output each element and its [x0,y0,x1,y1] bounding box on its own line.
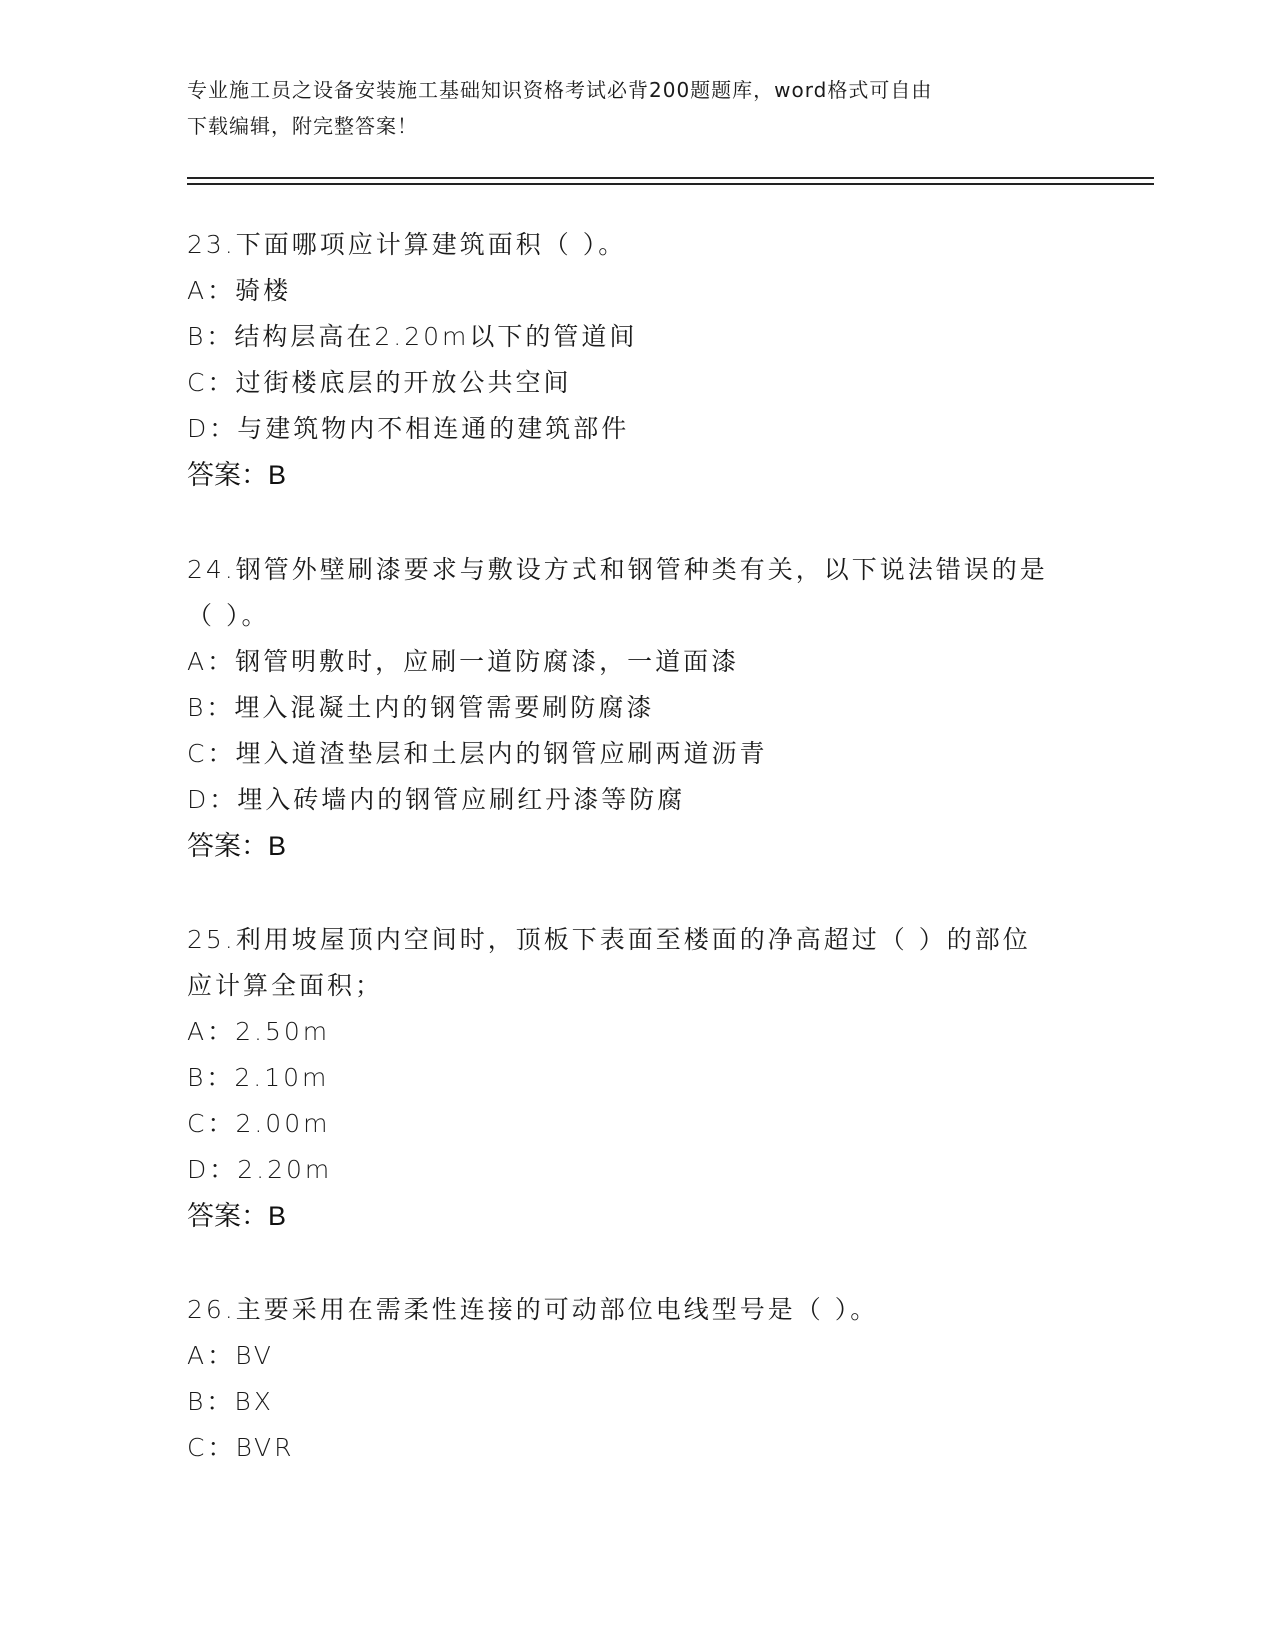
option-d: D：埋入砖墙内的钢管应刷红丹漆等防腐 [187,785,686,814]
header-divider-bottom [187,183,1154,185]
option-c: C：BVR [187,1433,295,1462]
answer: 答案：B [187,1201,287,1231]
question-23 [187,222,1087,498]
question-25 [187,917,1087,1239]
option-a: A：钢管明敷时，应刷一道防腐漆，一道面漆 [187,647,740,676]
header-line-1: 专业施工员之设备安装施工基础知识资格考试必背200题题库，word格式可自由 [187,78,933,102]
header-line-2: 下载编辑，附完整答案！ [187,114,418,138]
option-b: B：BX [187,1387,274,1416]
option-b: B：2.10m [187,1063,330,1092]
answer: 答案：B [187,460,287,490]
option-d: D：2.20m [187,1155,333,1184]
question-stem: 26.主要采用在需柔性连接的可动部位电线型号是（ ）。 [187,1295,879,1324]
option-c: C：埋入道渣垫层和土层内的钢管应刷两道沥青 [187,739,768,768]
option-a: A：2.50m [187,1017,331,1046]
document-header [187,72,1087,144]
question-stem-line-1: 24.钢管外壁刷漆要求与敷设方式和钢管种类有关，以下说法错误的是 [187,555,1048,584]
option-c: C：2.00m [187,1109,331,1138]
question-26 [187,1287,1087,1471]
question-24 [187,547,1087,869]
question-stem: 23.下面哪项应计算建筑面积（ ）。 [187,230,627,259]
header-divider-top [187,177,1154,179]
option-a: A：BV [187,1341,274,1370]
option-a: A：骑楼 [187,276,292,305]
option-c: C：过街楼底层的开放公共空间 [187,368,572,397]
option-d: D：与建筑物内不相连通的建筑部件 [187,414,630,443]
question-stem-line-2: 应计算全面积； [187,971,384,1000]
answer: 答案：B [187,831,287,861]
option-b: B：埋入混凝土内的钢管需要刷防腐漆 [187,693,655,722]
question-stem-line-1: 25.利用坡屋顶内空间时，顶板下表面至楼面的净高超过（ ）的部位 [187,925,1031,954]
question-stem-line-2: （ ）。 [187,601,270,630]
option-b: B：结构层高在2.20m以下的管道间 [187,322,638,351]
